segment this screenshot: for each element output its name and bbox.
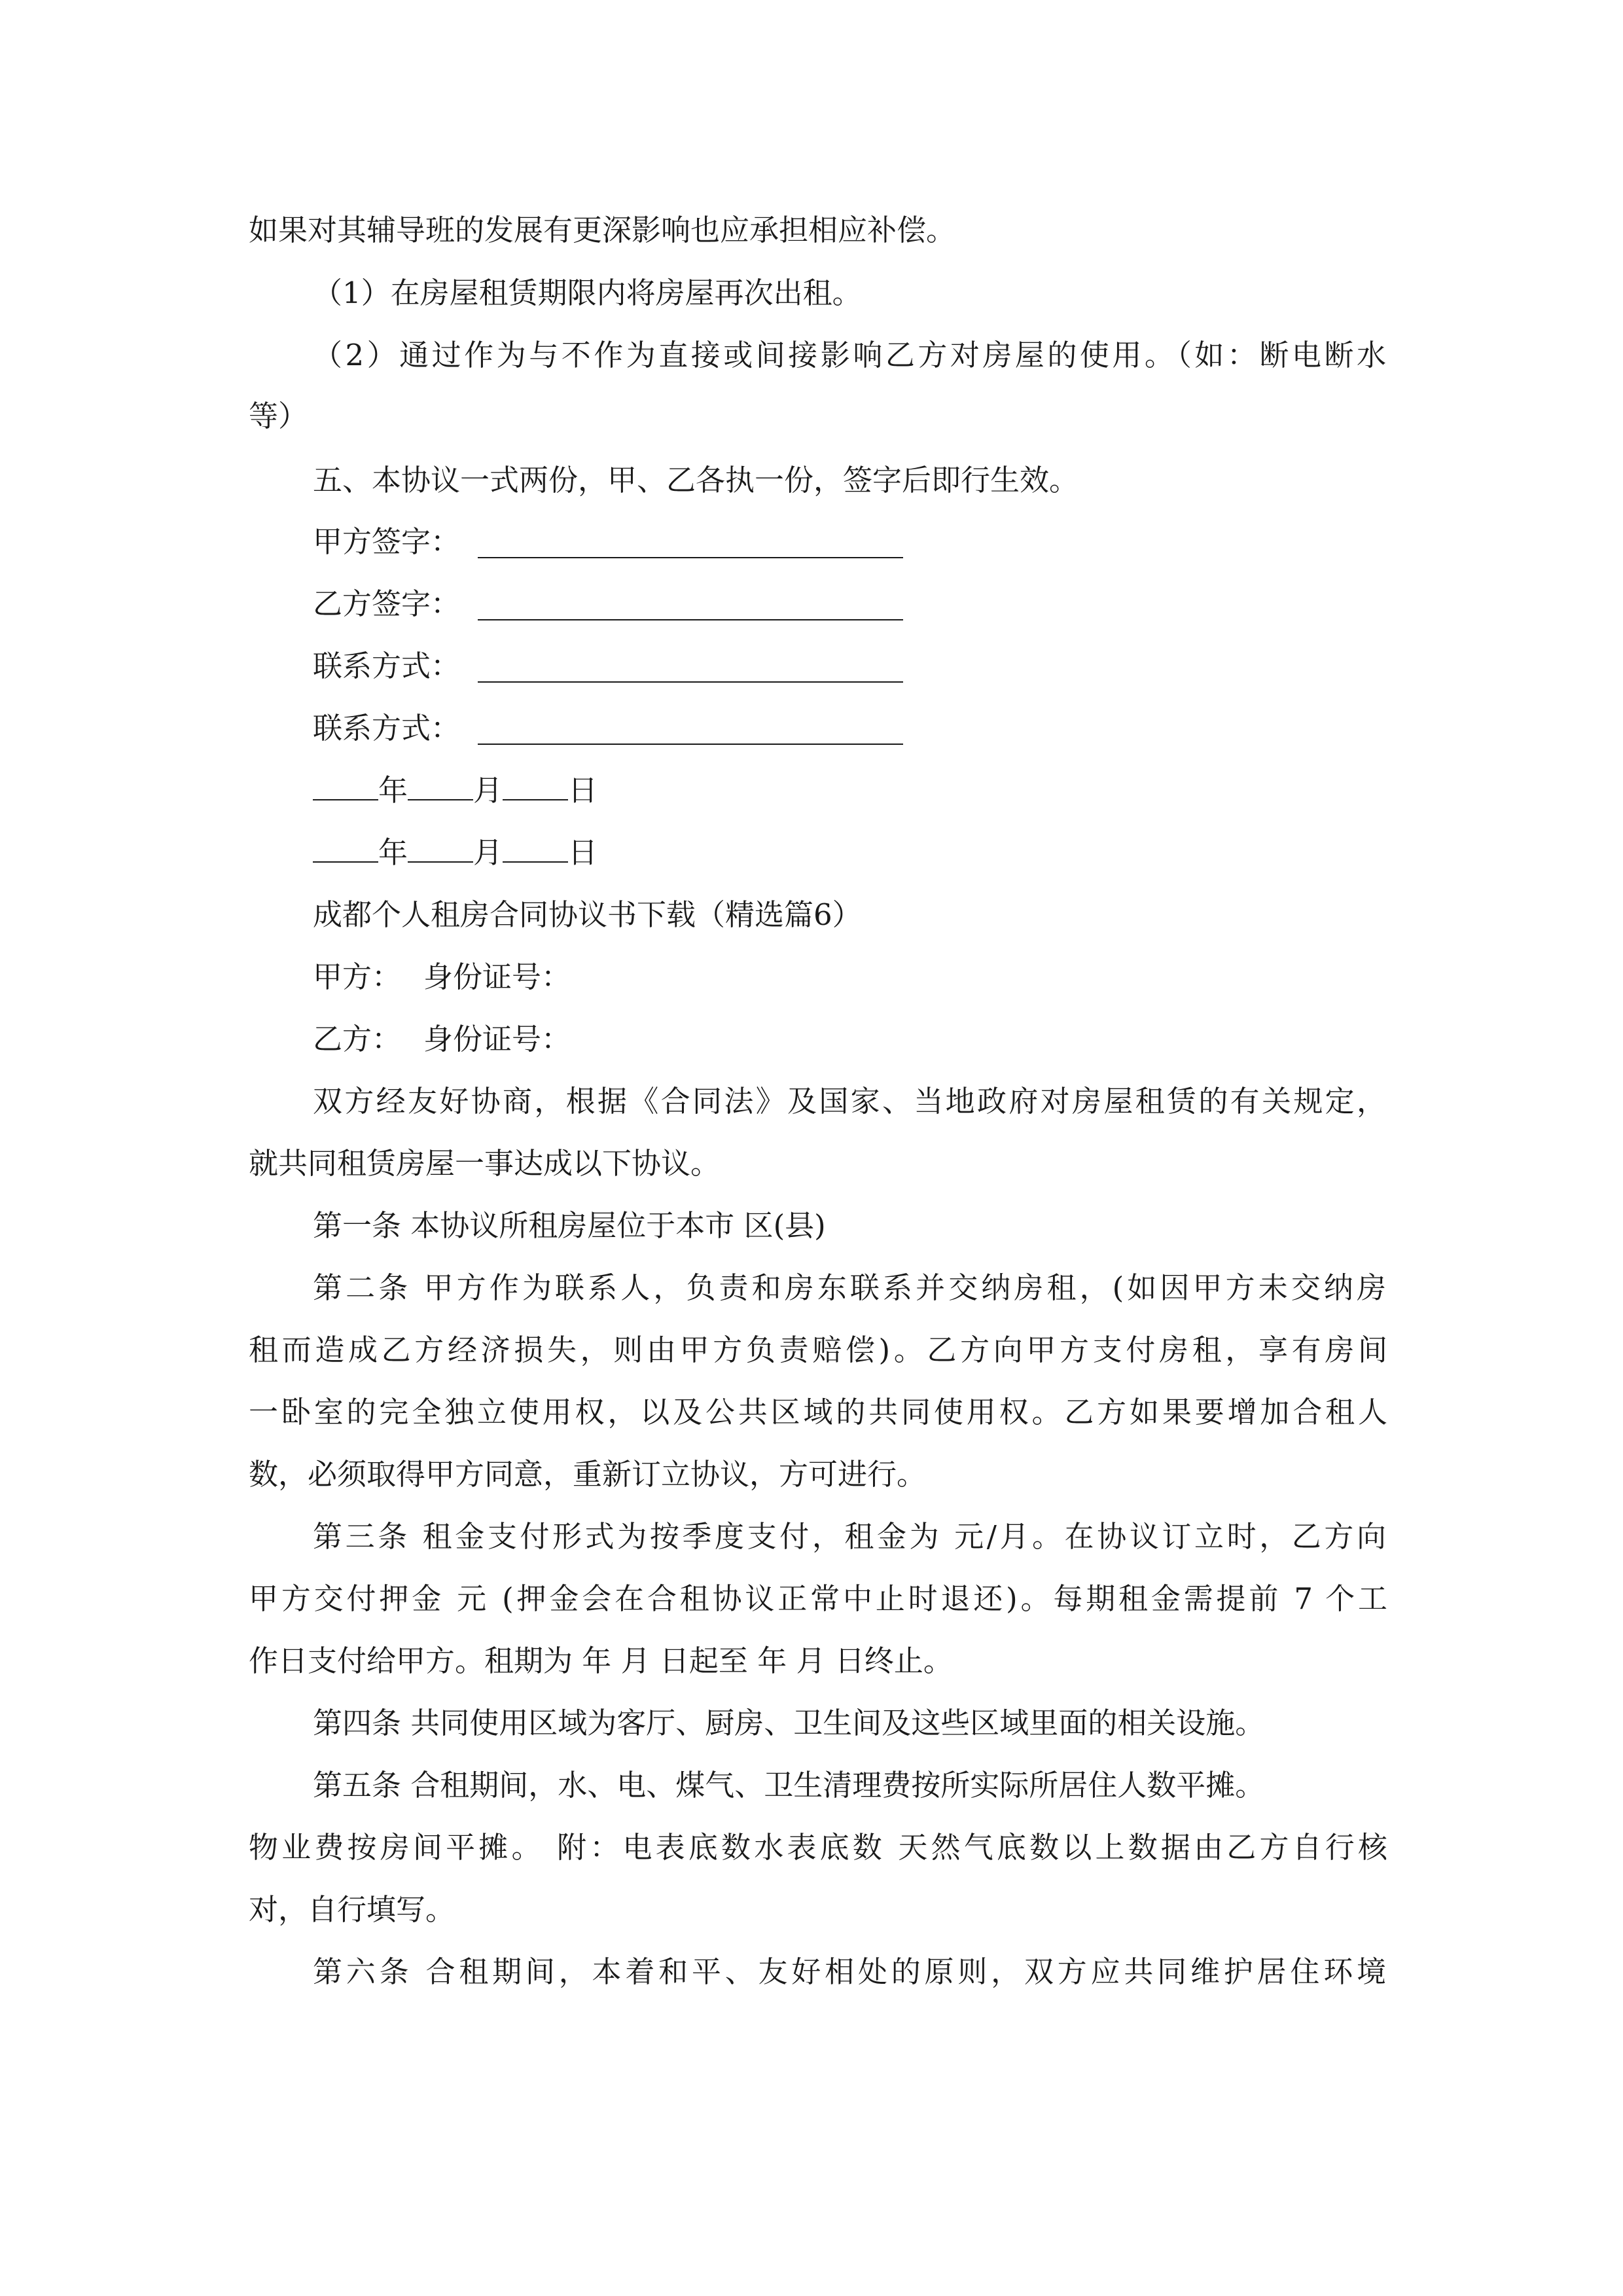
party-b-label: 乙方： xyxy=(313,1022,402,1056)
article-1: 第一条 本协议所租房屋位于本市 区(县) xyxy=(313,1208,826,1243)
date-year-label: 年 xyxy=(378,835,408,870)
date-day-label: 日 xyxy=(568,835,598,870)
paragraph-line: 对，自行填写。 xyxy=(249,1892,455,1927)
date-blank-year[interactable] xyxy=(313,836,378,863)
paragraph-line: 就共同租赁房屋一事达成以下协议。 xyxy=(249,1146,721,1181)
signature-label-party-a: 甲方签字： xyxy=(313,524,461,559)
paragraph-line: 第二条 甲方作为联系人，负责和房东联系并交纳房租，(如因甲方未交纳房 xyxy=(313,1270,1386,1305)
date-blank-day[interactable] xyxy=(503,774,568,800)
paragraph-line: 作日支付给甲方。租期为 年 月 日起至 年 月 日终止。 xyxy=(249,1643,953,1678)
id-number-label: 身份证号： xyxy=(423,960,571,994)
paragraph-line: 五、本协议一式两份，甲、乙各执一份，签字后即行生效。 xyxy=(313,463,1079,497)
paragraph-line: 租而造成乙方经济损失，则由甲方负责赔偿)。乙方向甲方支付房租，享有房间 xyxy=(249,1333,1387,1367)
date-month-label: 月 xyxy=(473,773,503,808)
signature-field-party-a[interactable] xyxy=(478,557,903,558)
paragraph-line: 等） xyxy=(249,399,308,433)
paragraph-line: 数，必须取得甲方同意，重新订立协议，方可进行。 xyxy=(249,1457,927,1492)
date-blank-month[interactable] xyxy=(408,774,473,800)
date-blank-year[interactable] xyxy=(313,774,378,800)
date-year-label: 年 xyxy=(378,773,408,808)
party-b-line xyxy=(313,1020,1452,1059)
article-4: 第四条 共同使用区域为客厅、厨房、卫生间及这些区域里面的相关设施。 xyxy=(313,1706,1265,1740)
date-blank-month[interactable] xyxy=(408,836,473,863)
date-line-2 xyxy=(313,833,1452,872)
paragraph-line: 如果对其辅导班的发展有更深影响也应承担相应补偿。 xyxy=(249,213,956,247)
party-a-line xyxy=(313,958,1452,997)
paragraph-line: 一卧室的完全独立使用权，以及公共区域的共同使用权。乙方如果要增加合租人 xyxy=(249,1395,1387,1429)
section-title: 成都个人租房合同协议书下载（精选篇6） xyxy=(313,897,862,932)
date-blank-day[interactable] xyxy=(503,836,568,863)
paragraph-line: 第六条 合租期间，本着和平、友好相处的原则，双方应共同维护居住环境 xyxy=(313,1954,1386,1989)
paragraph-line: 第五条 合租期间，水、电、煤气、卫生清理费按所实际所居住人数平摊。 xyxy=(313,1768,1265,1803)
contact-label-1: 联系方式： xyxy=(313,649,461,683)
party-a-label: 甲方： xyxy=(313,960,402,994)
date-month-label: 月 xyxy=(473,835,503,870)
date-day-label: 日 xyxy=(568,773,598,808)
date-line-1 xyxy=(313,771,1452,810)
signature-label-party-b: 乙方签字： xyxy=(313,586,461,621)
paragraph-line: 第三条 租金支付形式为按季度支付，租金为 元/月。在协议订立时，乙方向 xyxy=(313,1519,1386,1554)
signature-field-party-b[interactable] xyxy=(478,619,903,620)
contact-field-1[interactable] xyxy=(478,681,903,683)
paragraph-line: （1）在房屋租赁期限内将房屋再次出租。 xyxy=(313,276,862,310)
paragraph-line: 甲方交付押金 元 (押金会在合租协议正常中止时退还)。每期租金需提前 7 个工 xyxy=(249,1581,1387,1616)
paragraph-line: 物业费按房间平摊。 附：电表底数水表底数 天然气底数以上数据由乙方自行核 xyxy=(249,1830,1387,1865)
contact-label-2: 联系方式： xyxy=(313,711,461,745)
paragraph-line: 双方经友好协商，根据《合同法》及国家、当地政府对房屋租赁的有关规定， xyxy=(313,1084,1386,1119)
paragraph-line: （2）通过作为与不作为直接或间接影响乙方对房屋的使用。（如：断电断水 xyxy=(313,338,1386,372)
id-number-label: 身份证号： xyxy=(423,1022,571,1056)
contact-field-2[interactable] xyxy=(478,744,903,745)
